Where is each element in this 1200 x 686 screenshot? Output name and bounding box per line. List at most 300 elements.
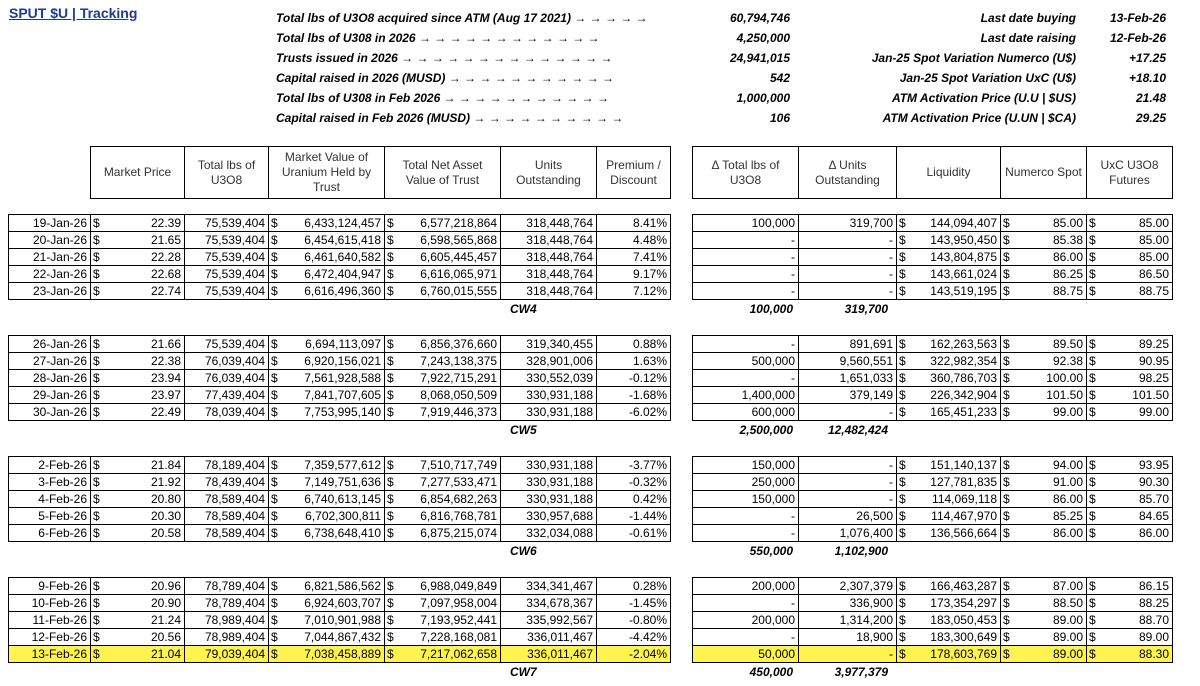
currency-symbol: $ [1087,595,1107,612]
market-price-cell: 20.58 [111,525,185,542]
currency-symbol: $ [1087,387,1107,404]
delta-units-cell: - [799,283,897,300]
delta-lbs-cell: - [693,266,799,283]
liquidity-cell: 165,451,233 [917,404,1001,421]
delta-lbs-cell: 150,000 [693,491,799,508]
currency-symbol: $ [897,404,917,421]
premium-cell: 0.88% [597,336,671,353]
summary-label: Trusts issued in 2026 → → → → → → → → → → → → → → [276,51,613,65]
week-table-left [8,214,671,300]
currency-symbol: $ [269,215,289,232]
table-row [9,629,671,646]
liquidity-cell: 143,661,024 [917,266,1001,283]
week-table-right [692,335,1173,421]
summary-value: 106 [769,111,790,125]
summary-value: 24,941,015 [729,51,790,65]
uxc-futures-cell: 85.00 [1107,215,1173,232]
liquidity-cell: 173,354,297 [917,595,1001,612]
currency-symbol: $ [385,336,405,353]
col-header: Units Outstanding [501,147,597,199]
premium-cell: 4.48% [597,232,671,249]
currency-symbol: $ [897,249,917,266]
table-row [693,612,1173,629]
units-cell: 318,448,764 [501,232,597,249]
date-cell: 20-Jan-26 [9,232,91,249]
currency-symbol: $ [269,370,289,387]
units-cell: 330,931,188 [501,491,597,508]
currency-symbol: $ [1087,491,1107,508]
currency-symbol: $ [269,646,289,663]
currency-symbol: $ [385,629,405,646]
currency-symbol: $ [385,387,405,404]
nav-cell: 7,217,062,658 [405,646,501,663]
total-lbs-cell: 78,789,404 [185,595,269,612]
units-cell: 318,448,764 [501,249,597,266]
premium-cell: -0.32% [597,474,671,491]
currency-symbol: $ [1001,595,1021,612]
col-header: Market Price [91,147,185,199]
week-total-units: 3,977,379 [834,665,888,679]
delta-lbs-cell: 150,000 [693,457,799,474]
delta-units-cell: - [799,457,897,474]
nav-cell: 7,097,958,004 [405,595,501,612]
summary-label: Last date raising [980,31,1076,45]
currency-symbol: $ [385,249,405,266]
currency-symbol: $ [269,595,289,612]
delta-units-cell: 1,314,200 [799,612,897,629]
liquidity-cell: 143,950,450 [917,232,1001,249]
market-value-cell: 7,038,458,889 [289,646,385,663]
table-row [693,387,1173,404]
col-header: Δ Total lbs of U3O8 [693,147,799,199]
numerco-spot-cell: 86.25 [1021,266,1087,283]
currency-symbol: $ [91,266,111,283]
market-value-cell: 6,740,613,145 [289,491,385,508]
nav-cell: 6,856,376,660 [405,336,501,353]
table-row [693,474,1173,491]
delta-lbs-cell: 100,000 [693,215,799,232]
table-row [693,266,1173,283]
market-price-cell: 20.56 [111,629,185,646]
market-price-cell: 22.28 [111,249,185,266]
market-value-cell: 6,920,156,021 [289,353,385,370]
currency-symbol: $ [91,370,111,387]
week-label: CW4 [510,302,537,316]
delta-lbs-cell: - [693,336,799,353]
currency-symbol: $ [91,612,111,629]
market-price-cell: 21.84 [111,457,185,474]
units-cell: 330,552,039 [501,370,597,387]
nav-cell: 6,598,565,868 [405,232,501,249]
currency-symbol: $ [1087,232,1107,249]
summary-label: Total lbs of U3O8 acquired since ATM (Aug 17 2021) → → → → → [276,11,648,25]
liquidity-cell: 178,603,769 [917,646,1001,663]
delta-units-cell: - [799,474,897,491]
currency-symbol: $ [1087,370,1107,387]
currency-symbol: $ [897,232,917,249]
numerco-spot-cell: 85.38 [1021,232,1087,249]
liquidity-cell: 143,804,875 [917,249,1001,266]
currency-symbol: $ [91,457,111,474]
currency-symbol: $ [1001,612,1021,629]
summary-label: ATM Activation Price (U.UN | $CA) [882,111,1076,125]
delta-units-cell: 26,500 [799,508,897,525]
nav-cell: 7,510,717,749 [405,457,501,474]
nav-cell: 6,605,445,457 [405,249,501,266]
currency-symbol: $ [269,474,289,491]
units-cell: 318,448,764 [501,215,597,232]
delta-units-cell: 18,900 [799,629,897,646]
summary-value: 13-Feb-26 [1109,11,1166,25]
currency-symbol: $ [1001,215,1021,232]
table-row [693,353,1173,370]
units-cell: 330,931,188 [501,404,597,421]
col-header: Δ Units Outstanding [799,147,897,199]
table-row [9,457,671,474]
summary-label: Jan-25 Spot Variation UxC (U$) [899,71,1076,85]
currency-symbol: $ [897,283,917,300]
currency-symbol: $ [91,508,111,525]
units-cell: 330,931,188 [501,457,597,474]
total-lbs-cell: 75,539,404 [185,249,269,266]
uxc-futures-cell: 85.00 [1107,249,1173,266]
delta-lbs-cell: - [693,370,799,387]
currency-symbol: $ [385,595,405,612]
market-price-cell: 21.66 [111,336,185,353]
units-cell: 328,901,006 [501,353,597,370]
uxc-futures-cell: 86.50 [1107,266,1173,283]
currency-symbol: $ [269,283,289,300]
currency-symbol: $ [269,249,289,266]
currency-symbol: $ [1001,387,1021,404]
delta-units-cell: 379,149 [799,387,897,404]
summary-value: +17.25 [1128,51,1166,65]
currency-symbol: $ [91,336,111,353]
numerco-spot-cell: 86.00 [1021,491,1087,508]
week-label: CW6 [510,544,537,558]
currency-symbol: $ [91,404,111,421]
date-cell: 28-Jan-26 [9,370,91,387]
market-value-cell: 7,149,751,636 [289,474,385,491]
market-price-cell: 22.38 [111,353,185,370]
nav-cell: 6,816,768,781 [405,508,501,525]
currency-symbol: $ [269,491,289,508]
numerco-spot-cell: 91.00 [1021,474,1087,491]
col-header: Total Net Asset Value of Trust [385,147,501,199]
week-table-right [692,214,1173,300]
total-lbs-cell: 75,539,404 [185,266,269,283]
currency-symbol: $ [1087,578,1107,595]
market-value-cell: 6,738,648,410 [289,525,385,542]
numerco-spot-cell: 89.00 [1021,612,1087,629]
premium-cell: -1.45% [597,595,671,612]
currency-symbol: $ [91,215,111,232]
uxc-futures-cell: 89.25 [1107,336,1173,353]
market-price-cell: 20.96 [111,578,185,595]
uxc-futures-cell: 86.15 [1107,578,1173,595]
date-cell: 4-Feb-26 [9,491,91,508]
currency-symbol: $ [269,353,289,370]
liquidity-cell: 183,050,453 [917,612,1001,629]
nav-cell: 7,277,533,471 [405,474,501,491]
table-row [9,215,671,232]
units-cell: 330,957,688 [501,508,597,525]
delta-lbs-cell: - [693,232,799,249]
market-value-cell: 6,702,300,811 [289,508,385,525]
uxc-futures-cell: 88.70 [1107,612,1173,629]
table-row [693,457,1173,474]
date-cell: 19-Jan-26 [9,215,91,232]
numerco-spot-cell: 89.00 [1021,629,1087,646]
liquidity-cell: 144,094,407 [917,215,1001,232]
table-row [9,336,671,353]
market-value-cell: 6,472,404,947 [289,266,385,283]
currency-symbol: $ [1001,491,1021,508]
summary-label: Capital raised in Feb 2026 (MUSD) → → → → → → → → → → [276,111,624,125]
premium-cell: -6.02% [597,404,671,421]
numerco-spot-cell: 85.00 [1021,215,1087,232]
table-row [9,474,671,491]
uxc-futures-cell: 98.25 [1107,370,1173,387]
market-value-cell: 6,924,603,707 [289,595,385,612]
numerco-spot-cell: 92.38 [1021,353,1087,370]
nav-cell: 6,854,682,263 [405,491,501,508]
currency-symbol: $ [385,457,405,474]
currency-symbol: $ [897,215,917,232]
total-lbs-cell: 78,989,404 [185,629,269,646]
date-cell: 26-Jan-26 [9,336,91,353]
currency-symbol: $ [1087,283,1107,300]
table-row [693,283,1173,300]
currency-symbol: $ [385,283,405,300]
date-cell: 12-Feb-26 [9,629,91,646]
nav-cell: 6,616,065,971 [405,266,501,283]
currency-symbol: $ [385,353,405,370]
numerco-spot-cell: 88.50 [1021,595,1087,612]
total-lbs-cell: 78,789,404 [185,578,269,595]
table-row [9,249,671,266]
week-total-lbs: 550,000 [749,544,793,558]
delta-lbs-cell: 1,400,000 [693,387,799,404]
liquidity-cell: 162,263,563 [917,336,1001,353]
currency-symbol: $ [385,404,405,421]
summary-value: 1,000,000 [736,91,790,105]
col-header: Numerco Spot [1001,147,1087,199]
premium-cell: -4.42% [597,629,671,646]
table-row [9,525,671,542]
units-cell: 332,034,088 [501,525,597,542]
week-label: CW5 [510,423,537,437]
week-total-units: 1,102,900 [834,544,888,558]
delta-lbs-cell: - [693,283,799,300]
market-price-cell: 20.90 [111,595,185,612]
currency-symbol: $ [385,578,405,595]
currency-symbol: $ [1001,370,1021,387]
delta-units-cell: 1,651,033 [799,370,897,387]
col-header: Premium / Discount [597,147,671,199]
market-value-cell: 7,841,707,605 [289,387,385,404]
currency-symbol: $ [1087,612,1107,629]
units-cell: 318,448,764 [501,283,597,300]
summary-label: Capital raised in 2026 (MUSD) → → → → → → → → → → → [276,71,615,85]
nav-cell: 8,068,050,509 [405,387,501,404]
week-total-lbs: 2,500,000 [739,423,793,437]
currency-symbol: $ [1087,525,1107,542]
total-lbs-cell: 75,539,404 [185,215,269,232]
currency-symbol: $ [1087,474,1107,491]
delta-units-cell: 1,076,400 [799,525,897,542]
table-row [9,595,671,612]
total-lbs-cell: 76,039,404 [185,370,269,387]
total-lbs-cell: 75,539,404 [185,336,269,353]
market-value-cell: 6,821,586,562 [289,578,385,595]
total-lbs-cell: 76,039,404 [185,353,269,370]
uxc-futures-cell: 85.00 [1107,232,1173,249]
uxc-futures-cell: 93.95 [1107,457,1173,474]
date-cell: 3-Feb-26 [9,474,91,491]
week-total-units: 12,482,424 [827,423,888,437]
currency-symbol: $ [385,370,405,387]
numerco-spot-cell: 87.00 [1021,578,1087,595]
date-cell: 2-Feb-26 [9,457,91,474]
liquidity-cell: 114,467,970 [917,508,1001,525]
table-row [693,595,1173,612]
currency-symbol: $ [385,215,405,232]
premium-cell: 0.42% [597,491,671,508]
market-value-cell: 6,454,615,418 [289,232,385,249]
market-price-cell: 20.80 [111,491,185,508]
premium-cell: -1.68% [597,387,671,404]
currency-symbol: $ [385,491,405,508]
liquidity-cell: 322,982,354 [917,353,1001,370]
summary-label: Total lbs of U308 in Feb 2026 → → → → → → → → → → → [276,91,609,105]
summary-label: ATM Activation Price (U.U | $US) [891,91,1076,105]
market-price-cell: 21.24 [111,612,185,629]
table-row [9,370,671,387]
currency-symbol: $ [269,336,289,353]
date-cell: 29-Jan-26 [9,387,91,404]
date-cell: 23-Jan-26 [9,283,91,300]
currency-symbol: $ [1087,646,1107,663]
summary-value: 542 [769,71,790,85]
market-price-cell: 22.49 [111,404,185,421]
delta-units-cell: - [799,646,897,663]
currency-symbol: $ [1001,474,1021,491]
market-value-cell: 7,359,577,612 [289,457,385,474]
nav-cell: 6,760,015,555 [405,283,501,300]
numerco-spot-cell: 101.50 [1021,387,1087,404]
delta-lbs-cell: - [693,595,799,612]
liquidity-cell: 114,069,118 [917,491,1001,508]
table-row [9,387,671,404]
table-row [9,232,671,249]
currency-symbol: $ [269,404,289,421]
currency-symbol: $ [1087,353,1107,370]
date-cell: 21-Jan-26 [9,249,91,266]
table-row [9,612,671,629]
currency-symbol: $ [1001,249,1021,266]
delta-lbs-cell: - [693,525,799,542]
nav-cell: 7,193,952,441 [405,612,501,629]
currency-symbol: $ [385,474,405,491]
liquidity-cell: 143,519,195 [917,283,1001,300]
currency-symbol: $ [269,387,289,404]
market-value-cell: 7,753,995,140 [289,404,385,421]
summary-label: Last date buying [980,11,1076,25]
page-title: SPUT $U | Tracking [9,5,138,21]
currency-symbol: $ [385,266,405,283]
table-row [693,646,1173,663]
nav-cell: 6,577,218,864 [405,215,501,232]
summary-label: Jan-25 Spot Variation Numerco (U$) [871,51,1076,65]
currency-symbol: $ [91,249,111,266]
premium-cell: -3.77% [597,457,671,474]
nav-cell: 6,988,049,849 [405,578,501,595]
col-header: Total lbs of U3O8 [185,147,269,199]
uxc-futures-cell: 101.50 [1107,387,1173,404]
numerco-spot-cell: 99.00 [1021,404,1087,421]
nav-cell: 7,228,168,081 [405,629,501,646]
market-price-cell: 20.30 [111,508,185,525]
units-cell: 336,011,467 [501,646,597,663]
currency-symbol: $ [1001,508,1021,525]
liquidity-cell: 136,566,664 [917,525,1001,542]
table-row [9,508,671,525]
premium-cell: -2.04% [597,646,671,663]
col-header: Liquidity [897,147,1001,199]
premium-cell: -0.80% [597,612,671,629]
date-cell: 10-Feb-26 [9,595,91,612]
table-row [9,404,671,421]
currency-symbol: $ [269,232,289,249]
currency-symbol: $ [1001,646,1021,663]
nav-cell: 7,919,446,373 [405,404,501,421]
delta-lbs-cell: - [693,249,799,266]
table-row [693,629,1173,646]
delta-lbs-cell: 50,000 [693,646,799,663]
currency-symbol: $ [385,508,405,525]
uxc-futures-cell: 86.00 [1107,525,1173,542]
delta-lbs-cell: - [693,629,799,646]
units-cell: 336,011,467 [501,629,597,646]
currency-symbol: $ [1087,266,1107,283]
premium-cell: 7.12% [597,283,671,300]
market-price-cell: 21.65 [111,232,185,249]
date-cell: 9-Feb-26 [9,578,91,595]
currency-symbol: $ [1087,457,1107,474]
uxc-futures-cell: 88.75 [1107,283,1173,300]
currency-symbol: $ [897,336,917,353]
currency-symbol: $ [897,370,917,387]
liquidity-cell: 226,342,904 [917,387,1001,404]
currency-symbol: $ [897,612,917,629]
currency-symbol: $ [1001,525,1021,542]
uxc-futures-cell: 84.65 [1107,508,1173,525]
summary-value: 21.48 [1135,91,1166,105]
week-table-right [692,577,1173,663]
delta-units-cell: 319,700 [799,215,897,232]
currency-symbol: $ [91,283,111,300]
currency-symbol: $ [91,629,111,646]
currency-symbol: $ [269,266,289,283]
market-value-cell: 6,461,640,582 [289,249,385,266]
total-lbs-cell: 77,439,404 [185,387,269,404]
currency-symbol: $ [269,525,289,542]
table-row [693,578,1173,595]
currency-symbol: $ [1087,404,1107,421]
delta-units-cell: 9,560,551 [799,353,897,370]
market-price-cell: 23.94 [111,370,185,387]
